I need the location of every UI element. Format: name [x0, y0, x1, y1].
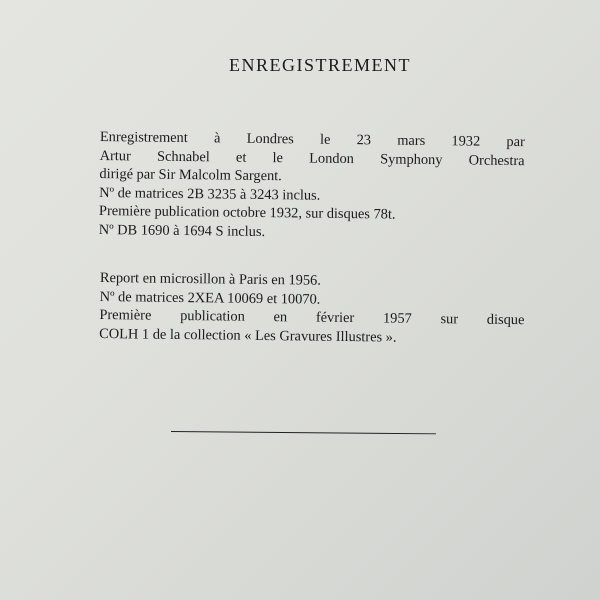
- text-line: Report en microsillon à Paris en 1956.: [99, 269, 322, 289]
- text-line: dirigé par Sir Malcolm Sargent.: [99, 166, 282, 185]
- text-line: COLH 1 de la collection « Les Gravures Illustres ».: [99, 325, 397, 346]
- text-line: Artur Schnabel et le London Symphony Orchestra: [99, 147, 525, 169]
- text-line: Première publication octobre 1932, sur disques 78t.: [98, 203, 396, 223]
- divider-rule: [171, 431, 436, 434]
- text-line: Enregistrement à Londres le 23 mars 1932 par: [99, 128, 525, 151]
- text-line: Première publication en février 1957 sur disque: [99, 307, 525, 329]
- recording-details-paragraph: [99, 128, 525, 245]
- microgroove-details-paragraph: [99, 269, 525, 349]
- text-line: Nº de matrices 2B 3235 à 3243 inclus.: [99, 184, 321, 204]
- text-line: Nº DB 1690 à 1694 S inclus.: [98, 221, 266, 240]
- text-line: Nº de matrices 2XEA 10069 et 10070.: [99, 288, 321, 308]
- document-title: ENREGISTREMENT: [229, 55, 411, 75]
